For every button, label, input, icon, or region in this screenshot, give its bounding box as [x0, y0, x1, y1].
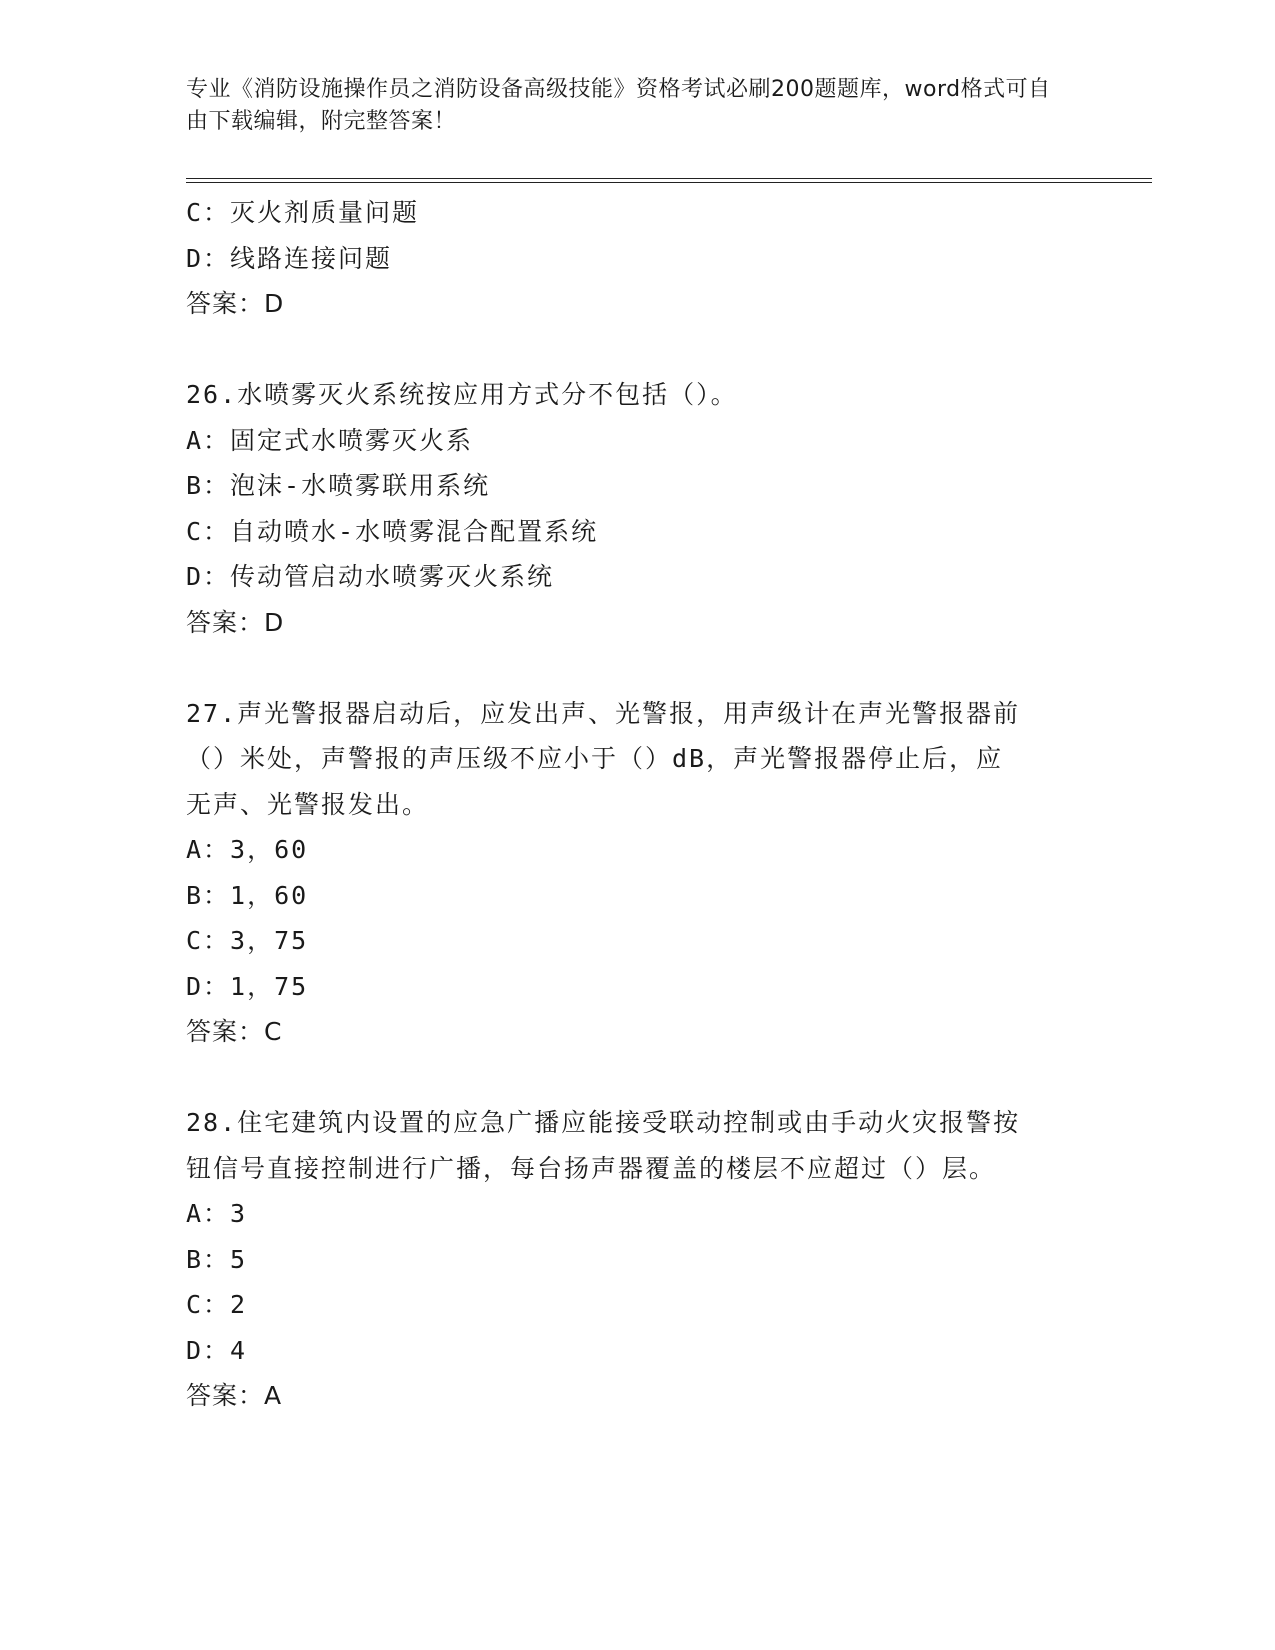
question-text-line-1: 28.住宅建筑内设置的应急广播应能接受联动控制或由手动火灾报警按 [186, 1108, 1021, 1137]
spacer [186, 1055, 1086, 1101]
option-d: D：线路连接问题 [186, 243, 393, 273]
option-b: B：5 [186, 1244, 248, 1274]
spacer [186, 645, 1086, 691]
option-b: B：1，60 [186, 880, 309, 910]
header-divider-bottom [186, 182, 1152, 183]
answer-line: 答案：A [186, 1381, 283, 1410]
option-a: A：3，60 [186, 835, 309, 864]
question-text-line-2: （）米处，声警报的声压级不应小于（）dB，声光警报器停止后，应 [186, 744, 1004, 773]
option-c: C：灭火剂质量问题 [186, 198, 420, 227]
answer-line: 答案：D [186, 289, 285, 318]
header-divider-top [186, 178, 1152, 179]
question-text-line-2: 钮信号直接控制进行广播，每台扬声器覆盖的楼层不应超过（）层。 [186, 1153, 997, 1183]
option-c: C：2 [186, 1290, 248, 1319]
answer-line: 答案：C [186, 1017, 283, 1046]
header-text: 专业《消防设施操作员之消防设备高级技能》资格考试必刷200题题库，word格式可自由下载编辑，附完整答案！ [186, 77, 1051, 134]
option-c: C：自动喷水-水喷雾混合配置系统 [186, 516, 599, 546]
question-list [186, 190, 1086, 1419]
question-block-27 [186, 691, 1086, 1055]
question-block-26 [186, 372, 1086, 645]
option-c: C：3，75 [186, 926, 309, 955]
option-d: D：传动管启动水喷雾灭火系统 [186, 562, 555, 591]
option-d: D：1，75 [186, 971, 309, 1001]
option-a: A：3 [186, 1199, 248, 1228]
option-d: D：4 [186, 1335, 248, 1365]
answer-line: 答案：D [186, 607, 285, 637]
document-header [186, 74, 1066, 138]
spacer [186, 327, 1086, 373]
question-text-line-1: 27.声光警报器启动后，应发出声、光警报，用声级计在声光警报器前 [186, 698, 1021, 728]
question-block-28 [186, 1100, 1086, 1419]
question-block-25 [186, 190, 1086, 327]
option-a: A：固定式水喷雾灭火系 [186, 425, 474, 455]
question-text: 26.水喷雾灭火系统按应用方式分不包括（）。 [186, 380, 738, 409]
option-b: B：泡沫-水喷雾联用系统 [186, 471, 491, 500]
question-text-line-3: 无声、光警报发出。 [186, 789, 430, 819]
